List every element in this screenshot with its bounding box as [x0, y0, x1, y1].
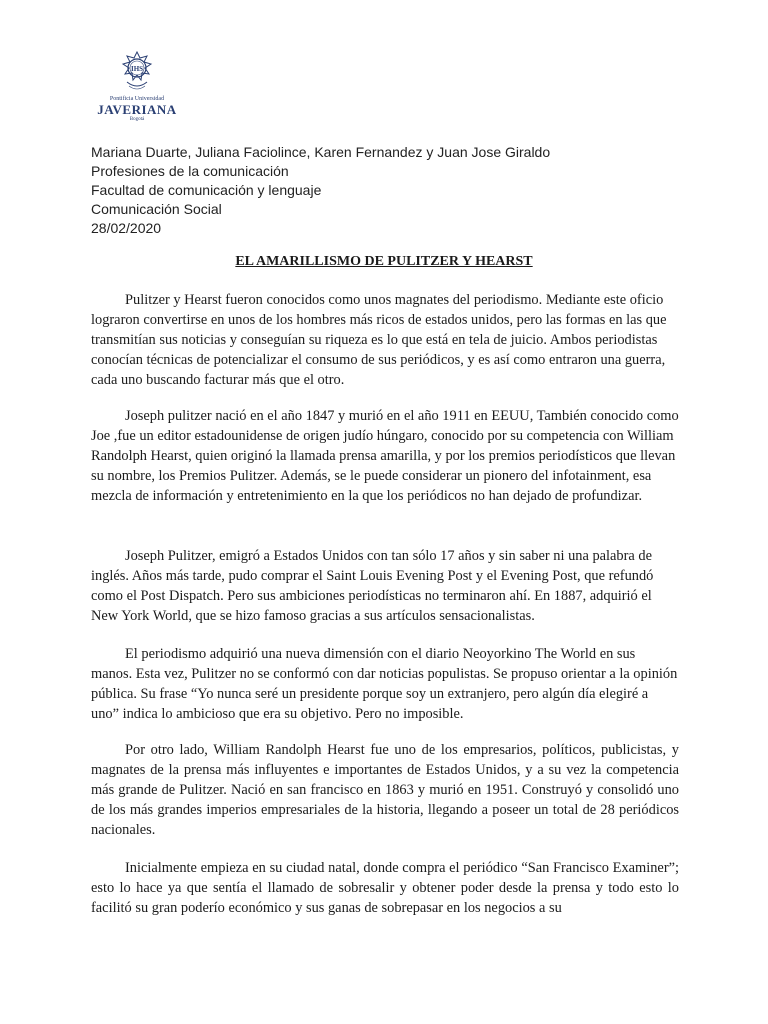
crest-monogram: IHS — [130, 65, 144, 73]
paragraph-4: El periodismo adquirió una nueva dimensión con el diario Neoyorkino The World en sus manos. Esta vez, Pulitzer no se conformó con dar noticias populistas. Se propuso orientar a la opinión pública. Su frase “Yo nunca seré un presidente porque soy un extranjero, pero algún día elegiré a uno” indica lo ambicioso que era su objetivo. Pero no imposible. — [91, 646, 678, 722]
program-line: Comunicación Social — [91, 201, 222, 217]
paragraph-5-block — [91, 740, 679, 840]
crest-icon — [117, 50, 157, 94]
paragraph-3-block — [91, 546, 679, 626]
course-line: Profesiones de la comunicación — [91, 163, 289, 179]
paragraph-6: Inicialmente empieza en su ciudad natal, donde compra el periódico “San Francisco Examiner”; esto lo hace ya que sentía el llamado de sobresalir y obtener poder desde la prensa y todo esto lo facilitó su gran poderío económico y sus ganas de sobrepasar en los negocios a su — [91, 860, 679, 916]
paragraph-1-block — [91, 290, 679, 390]
faculty-line: Facultad de comunicación y lenguaje — [91, 182, 322, 198]
paragraph-5: Por otro lado, William Randolph Hearst fue uno de los empresarios, políticos, publicistas, y magnates de la prensa más influyentes e importantes de Estados Unidos, y a su vez la competencia más grande de Pulitzer. Nació en san francisco en 1863 y murió en 1951. Construyó y consolidó uno de los más grandes imperios empresariales de la historia, llegando a poseer un total de 28 periódicos nacionales. — [91, 742, 679, 838]
authors-line: Mariana Duarte, Juliana Faciolince, Karen Fernandez y Juan Jose Giraldo — [91, 144, 551, 160]
logo-city: Bogotá — [129, 117, 145, 122]
date-line: 28/02/2020 — [91, 220, 162, 236]
paragraph-2-block — [91, 406, 679, 506]
paragraph-3: Joseph Pulitzer, emigró a Estados Unidos con tan sólo 17 años y sin saber ni una palabra de inglés. Años más tarde, pudo comprar el Saint Louis Evening Post y el Evening Post, que refundó como el Post Dispatch. Pero sus ambiciones periodísticas no terminaron ahí. En 1887, adquirió el New York World, que se hizo famoso gracias a sus artículos sensacionalistas. — [91, 548, 654, 624]
paragraph-6-block — [91, 858, 679, 918]
document-header — [91, 143, 691, 238]
logo-university-name: JAVERIANA — [97, 102, 177, 117]
university-logo — [96, 50, 178, 140]
paragraph-1: Pulitzer y Hearst fueron conocidos como unos magnates del periodismo. Mediante este oficio lograron convertirse en unos de los hombres más ricos de estados unidos, pero las formas en las que transmitían sus noticias y conseguían su riqueza es lo que está en tela de juicio. Ambos periodistas conocían técnicas de potencializar el consumo de sus periódicos, y es así como entraron una guerra, cada uno buscando facturar más que el otro. — [91, 292, 667, 388]
document-title: EL AMARILLISMO DE PULITZER Y HEARST — [235, 254, 533, 269]
paragraph-2: Joseph pulitzer nació en el año 1847 y murió en el año 1911 en EEUU, También conocido como Joe ,fue un editor estadounidense de origen judío húngaro, conocido por su competencia con William Randolph Hearst, quien originó la llamada prensa amarilla, y por los premios periodísticos que llevan su nombre, los Premios Pulitzer. Además, se le puede considerar un pionero del infotainment, esa mezcla de información y entretenimiento en la que los periódicos no han dejado de profundizar. — [91, 408, 679, 504]
logo-university-small: Pontificia Universidad — [109, 96, 165, 102]
paragraph-4-block — [91, 644, 679, 724]
